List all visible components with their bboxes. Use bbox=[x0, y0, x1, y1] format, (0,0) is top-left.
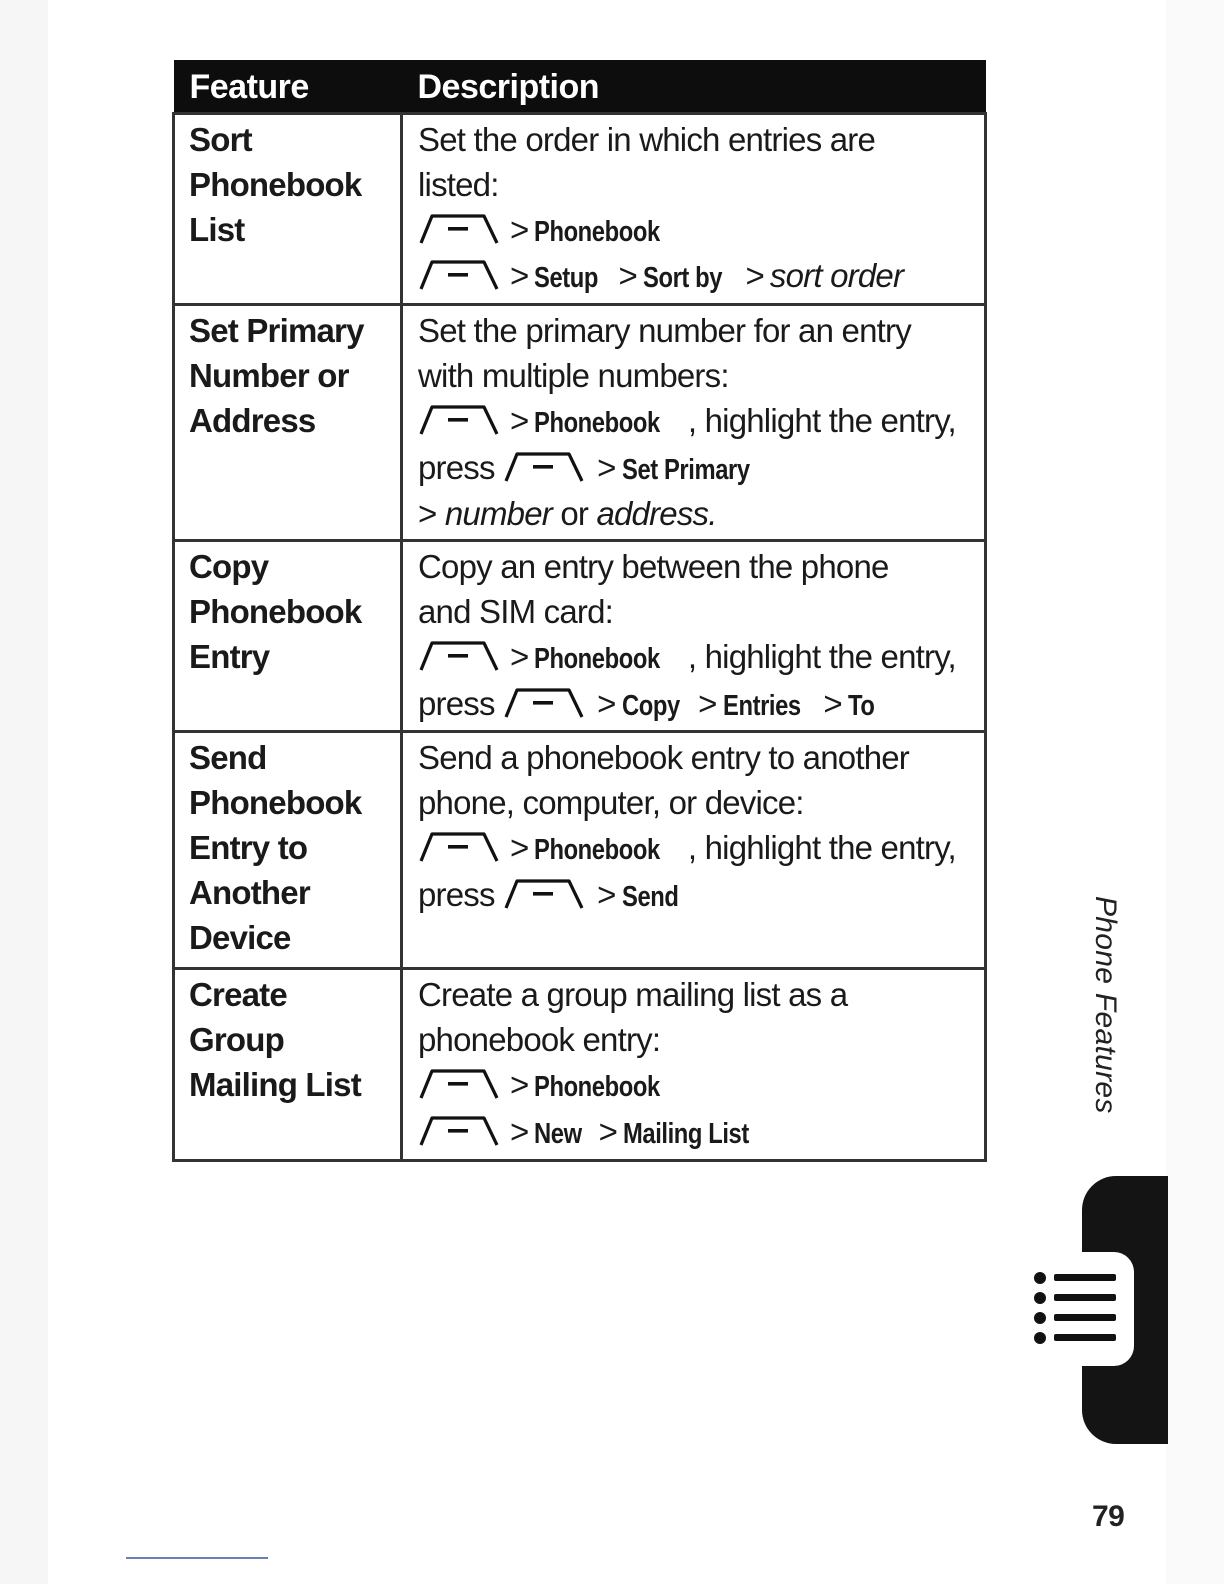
feature-line: Copy bbox=[189, 548, 269, 586]
menu-item: Phonebook bbox=[534, 406, 661, 439]
feature-cell bbox=[174, 305, 402, 541]
description-cell bbox=[402, 114, 986, 305]
table-header-row bbox=[174, 60, 986, 114]
menu-item: Mailing List bbox=[623, 1117, 749, 1150]
list-icon bbox=[1030, 1268, 1120, 1358]
table-row bbox=[174, 541, 986, 732]
menu-key-icon bbox=[418, 210, 500, 246]
feature-line: Mailing List bbox=[189, 1065, 361, 1103]
table-row bbox=[174, 732, 986, 969]
menu-path bbox=[418, 826, 974, 873]
menu-variable: address. bbox=[596, 495, 717, 533]
instruction-text: , highlight the entry, bbox=[687, 401, 956, 439]
menu-path bbox=[418, 682, 974, 729]
description-cell bbox=[402, 541, 986, 732]
menu-item: New bbox=[534, 1117, 583, 1150]
feature-line: Phonebook bbox=[189, 165, 362, 203]
path-separator: > bbox=[597, 875, 616, 913]
feature-line: Another bbox=[189, 873, 310, 911]
path-separator: > bbox=[597, 684, 616, 722]
description-cell bbox=[402, 305, 986, 541]
feature-cell bbox=[174, 114, 402, 305]
instruction-text: press bbox=[418, 448, 495, 486]
menu-item: Set Primary bbox=[621, 453, 750, 486]
path-separator: > bbox=[745, 257, 764, 295]
menu-key-icon bbox=[418, 1065, 500, 1101]
instruction-text: press bbox=[418, 875, 495, 913]
path-separator: > bbox=[510, 401, 529, 439]
table-row bbox=[174, 305, 986, 541]
description-line: with multiple numbers: bbox=[418, 356, 729, 394]
menu-path bbox=[418, 1063, 974, 1110]
menu-item: Phonebook bbox=[534, 642, 661, 675]
menu-item: Entries bbox=[722, 689, 801, 722]
page-edge-right bbox=[1166, 0, 1224, 1584]
menu-variable: sort order bbox=[769, 257, 904, 295]
feature-line: Group bbox=[189, 1021, 284, 1059]
menu-key-icon bbox=[503, 875, 587, 911]
section-label: Phone Features bbox=[1089, 896, 1122, 1114]
menu-key-icon bbox=[418, 828, 500, 864]
feature-cell bbox=[174, 541, 402, 732]
feature-line: Address bbox=[189, 401, 316, 439]
path-separator: > bbox=[510, 1065, 529, 1103]
path-separator: > bbox=[598, 1112, 618, 1150]
feature-line: Entry bbox=[189, 637, 270, 675]
menu-key-icon bbox=[418, 1112, 500, 1148]
instruction-text: press bbox=[418, 684, 495, 722]
menu-item: To bbox=[847, 689, 875, 722]
menu-key-icon bbox=[418, 637, 500, 673]
table-row bbox=[174, 969, 986, 1160]
menu-path bbox=[418, 873, 974, 920]
feature-table bbox=[172, 60, 987, 1162]
path-separator: > bbox=[823, 684, 842, 722]
menu-item: Send bbox=[621, 880, 679, 913]
footer-underline bbox=[126, 1557, 268, 1559]
menu-item: Phonebook bbox=[534, 833, 661, 866]
description-line: phone, computer, or device: bbox=[418, 784, 804, 822]
feature-cell bbox=[174, 969, 402, 1160]
description-line: Set the order in which entries are bbox=[418, 121, 876, 158]
description-cell bbox=[402, 969, 986, 1160]
menu-item: Phonebook bbox=[534, 215, 661, 248]
instruction-text: , highlight the entry, bbox=[687, 828, 956, 866]
path-separator: > bbox=[510, 1112, 529, 1150]
menu-variable: number bbox=[444, 495, 552, 533]
page-edge-left bbox=[0, 0, 48, 1584]
menu-path bbox=[418, 399, 974, 446]
feature-line: Sort bbox=[189, 121, 252, 158]
feature-line: Entry to bbox=[189, 828, 308, 866]
description-line: Send a phonebook entry to another bbox=[418, 739, 909, 777]
header-description: Description bbox=[402, 60, 986, 114]
feature-line: Set Primary bbox=[189, 312, 364, 350]
feature-line: Create bbox=[189, 976, 287, 1014]
path-separator: > bbox=[618, 257, 638, 295]
feature-line: List bbox=[189, 210, 245, 248]
path-separator: > bbox=[510, 828, 529, 866]
description-line: phonebook entry: bbox=[418, 1021, 661, 1059]
path-separator: > bbox=[698, 684, 717, 722]
description-line: Copy an entry between the phone bbox=[418, 548, 889, 586]
menu-key-icon bbox=[503, 448, 587, 484]
menu-key-icon bbox=[418, 256, 500, 292]
menu-path bbox=[418, 254, 974, 301]
menu-path bbox=[418, 635, 974, 682]
menu-item: Setup bbox=[534, 262, 599, 295]
feature-line: Phonebook bbox=[189, 592, 362, 630]
description-line: listed: bbox=[418, 165, 499, 203]
path-separator: > bbox=[510, 637, 529, 675]
menu-path bbox=[418, 208, 974, 255]
description-line: Set the primary number for an entry bbox=[418, 312, 911, 350]
path-separator: > bbox=[510, 210, 529, 248]
feature-line: Number or bbox=[189, 356, 349, 394]
feature-line: Send bbox=[189, 739, 267, 777]
menu-path bbox=[418, 1110, 974, 1157]
feature-line: Phonebook bbox=[189, 784, 362, 822]
menu-item: Copy bbox=[621, 689, 680, 722]
path-separator: > bbox=[597, 448, 616, 486]
menu-item: Phonebook bbox=[534, 1070, 661, 1103]
menu-path bbox=[418, 446, 974, 493]
page-number: 79 bbox=[1092, 1500, 1125, 1533]
menu-item: Sort by bbox=[643, 262, 723, 295]
description-cell bbox=[402, 732, 986, 969]
header-feature: Feature bbox=[174, 60, 402, 114]
menu-key-icon bbox=[418, 401, 500, 437]
path-separator: > bbox=[510, 257, 529, 295]
menu-key-icon bbox=[503, 684, 587, 720]
feature-cell bbox=[174, 732, 402, 969]
description-line: and SIM card: bbox=[418, 592, 614, 630]
description-line: Create a group mailing list as a bbox=[418, 976, 848, 1014]
instruction-text: , highlight the entry, bbox=[687, 637, 956, 675]
table-row bbox=[174, 114, 986, 305]
feature-line: Device bbox=[189, 918, 291, 956]
menu-path-final bbox=[418, 492, 974, 537]
path-separator: > bbox=[418, 495, 437, 533]
instruction-text: or bbox=[551, 495, 597, 533]
